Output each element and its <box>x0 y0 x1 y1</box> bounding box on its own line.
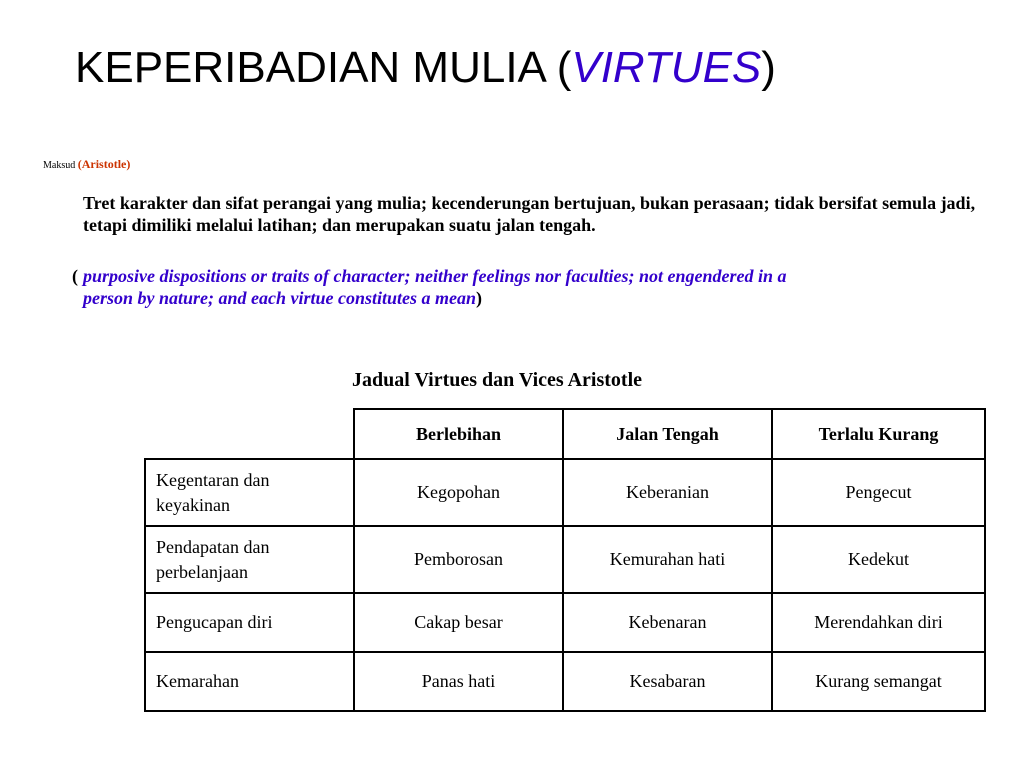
table-row <box>145 526 985 593</box>
cell-deficiency: Kurang semangat <box>772 652 985 711</box>
header-deficiency: Terlalu Kurang <box>772 409 985 459</box>
header-excess: Berlebihan <box>354 409 563 459</box>
maksud-label: Maksud <box>43 160 76 171</box>
cell-deficiency: Pengecut <box>772 459 985 526</box>
cell-excess: Cakap besar <box>354 593 563 652</box>
table-caption: Jadual Virtues dan Vices Aristotle <box>352 369 643 391</box>
table-row <box>145 593 985 652</box>
row-category: Kemarahan <box>145 652 354 711</box>
header-mean: Jalan Tengah <box>563 409 772 459</box>
definition-english <box>72 265 992 309</box>
definition-english-line2: person by nature; and each virtue constitutes a mean <box>83 288 477 308</box>
cell-excess: Panas hati <box>354 652 563 711</box>
title-accent: VIRTUES <box>571 43 762 92</box>
row-category: Pendapatan dan perbelanjaan <box>145 526 354 593</box>
definition-malay: Tret karakter dan sifat perangai yang mulia; kecenderungan bertujuan, bukan perasaan; tidak bersifat semula jadi, tetapi dimiliki melalui latihan; dan merupakan suatu jalan tengah. <box>83 193 976 235</box>
maksud-source: (Aristotle) <box>77 157 131 171</box>
table-header-row <box>145 409 985 459</box>
cell-mean: Kemurahan hati <box>563 526 772 593</box>
table-corner-cell <box>145 409 354 459</box>
row-category: Pengucapan diri <box>145 593 354 652</box>
table-row <box>145 652 985 711</box>
cell-deficiency: Merendahkan diri <box>772 593 985 652</box>
row-category: Kegentaran dan keyakinan <box>145 459 354 526</box>
cell-mean: Kebenaran <box>563 593 772 652</box>
maksud-line <box>43 156 130 174</box>
definition-english-open: ( <box>72 266 78 286</box>
definition-english-close: ) <box>476 288 483 308</box>
title-main: KEPERIBADIAN MULIA ( <box>75 43 572 92</box>
cell-mean: Keberanian <box>563 459 772 526</box>
title-close: ) <box>761 43 776 92</box>
definition-english-line1: purposive dispositions or traits of character; neither feelings nor faculties; not engendered in a <box>83 266 787 286</box>
cell-excess: Pemborosan <box>354 526 563 593</box>
page-title <box>75 38 776 98</box>
table-row <box>145 459 985 526</box>
cell-mean: Kesabaran <box>563 652 772 711</box>
virtues-vices-table <box>144 408 986 712</box>
cell-deficiency: Kedekut <box>772 526 985 593</box>
cell-excess: Kegopohan <box>354 459 563 526</box>
